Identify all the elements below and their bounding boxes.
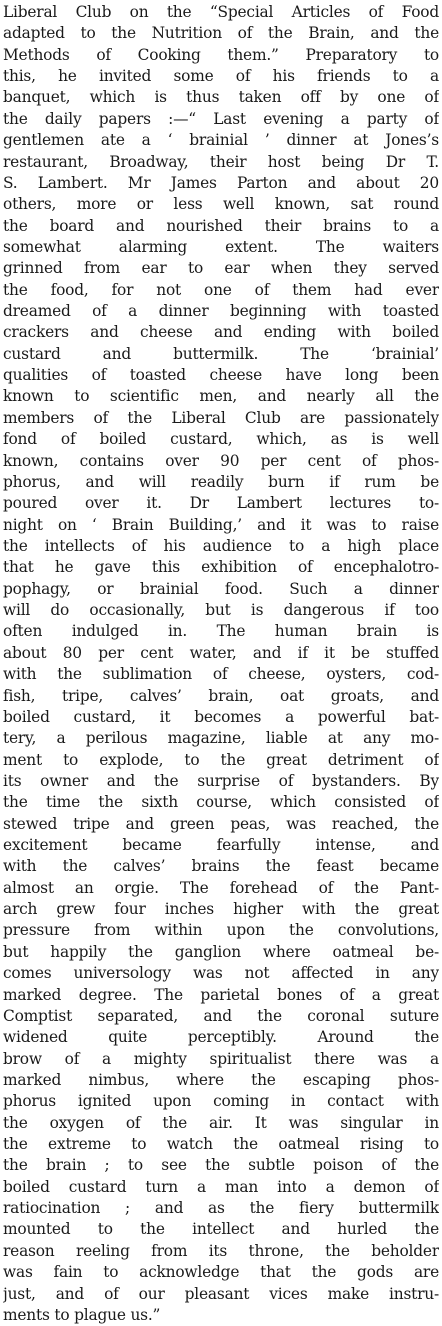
text-line: phorus ignited upon coming in contact with [3, 1092, 439, 1111]
text-line: S. Lambert. Mr James Parton and about 20 [3, 173, 439, 192]
text-line: with the sublimation of cheese, oysters, cod- [3, 665, 439, 684]
text-line: Liberal Club on the “Special Articles of Food [3, 3, 439, 21]
article-column [3, 2, 439, 1326]
text-line: gentlemen ate a ‘ brainial ’ dinner at Jones’s [3, 131, 439, 150]
text-line: marked degree. The parietal bones of a great [3, 985, 439, 1004]
text-line: banquet, which is thus taken off by one of [3, 88, 439, 107]
text-line: stewed tripe and green peas, was reached, the [3, 814, 439, 833]
text-line: marked nimbus, where the escaping phos- [3, 1070, 439, 1089]
text-line: widened quite perceptibly. Around the [3, 1028, 439, 1047]
text-line: about 80 per cent water, and if it be stuffed [3, 643, 439, 662]
text-line: the daily papers :—“ Last evening a party of [3, 109, 439, 128]
text-line: was fain to acknowledge that the gods are [3, 1263, 439, 1282]
text-line: ment to explode, to the great detriment of [3, 750, 439, 769]
text-line: that he gave this exhibition of encephalotro- [3, 558, 439, 577]
text-line: restaurant, Broadway, their host being Dr T. [3, 152, 439, 171]
text-line: the board and nourished their brains to a [3, 216, 439, 235]
text-line: boiled custard, it becomes a powerful bat- [3, 707, 439, 726]
text-line: just, and of our pleasant vices make instru- [3, 1284, 439, 1303]
text-line: ratiocination ; and as the fiery buttermilk [3, 1199, 439, 1218]
text-line: pressure from within upon the convolutions, [3, 921, 439, 940]
text-line: somewhat alarming extent. The waiters [3, 237, 439, 256]
text-line: grinned from ear to ear when they served [3, 259, 439, 278]
text-line: the time the sixth course, which consisted of [3, 793, 439, 812]
text-line: the brain ; to see the subtle poison of the [3, 1156, 439, 1175]
text-line: phorus, and will readily burn if rum be [3, 472, 439, 491]
text-line: the oxygen of the air. It was singular in [3, 1113, 439, 1132]
text-line: Methods of Cooking them.” Preparatory to [3, 45, 439, 64]
text-line: qualities of toasted cheese have long been [3, 366, 439, 385]
text-line: known, contains over 90 per cent of phos- [3, 451, 439, 470]
text-line: mounted to the intellect and hurled the [3, 1220, 439, 1239]
text-line: tery, a perilous magazine, liable at any mo- [3, 729, 439, 748]
text-line: night on ‘ Brain Building,’ and it was to raise [3, 515, 439, 534]
text-line: known to scientific men, and nearly all the [3, 387, 439, 406]
text-line: others, more or less well known, sat round [3, 195, 439, 214]
text-line: the extreme to watch the oatmeal rising to [3, 1135, 439, 1154]
text-line: almost an orgie. The forehead of the Pant- [3, 878, 439, 897]
text-line: brow of a mighty spiritualist there was a [3, 1049, 439, 1068]
text-line-last: ments to plague us.” [3, 1305, 161, 1324]
text-line: will do occasionally, but is dangerous if too [3, 601, 439, 620]
text-line: members of the Liberal Club are passionately [3, 408, 439, 427]
text-line: the food, for not one of them had ever [3, 280, 439, 299]
text-line: dreamed of a dinner beginning with toasted [3, 302, 439, 321]
text-line: with the calves’ brains the feast became [3, 857, 439, 876]
text-line: but happily the ganglion where oatmeal be- [3, 942, 439, 961]
text-line: adapted to the Nutrition of the Brain, and the [3, 24, 439, 43]
text-line: Comptist separated, and the coronal suture [3, 1006, 439, 1025]
text-line: boiled custard turn a man into a demon of [3, 1177, 439, 1196]
text-line: excitement became fearfully intense, and [3, 836, 439, 855]
text-line: pophagy, or brainial food. Such a dinner [3, 579, 439, 598]
text-line: custard and buttermilk. The ‘brainial’ [3, 344, 439, 363]
text-line: fond of boiled custard, which, as is well [3, 430, 439, 449]
text-line: fish, tripe, calves’ brain, oat groats, and [3, 686, 439, 705]
text-line: crackers and cheese and ending with boiled [3, 323, 439, 342]
text-line: comes universology was not affected in any [3, 964, 439, 983]
text-line: its owner and the surprise of bystanders. By [3, 771, 439, 790]
text-line: poured over it. Dr Lambert lectures to- [3, 494, 439, 513]
text-line: the intellects of his audience to a high place [3, 536, 439, 555]
text-line: reason reeling from its throne, the beholder [3, 1241, 439, 1260]
text-line: arch grew four inches higher with the great [3, 900, 439, 919]
text-line: often indulged in. The human brain is [3, 622, 439, 641]
text-line: this, he invited some of his friends to a [3, 67, 439, 86]
